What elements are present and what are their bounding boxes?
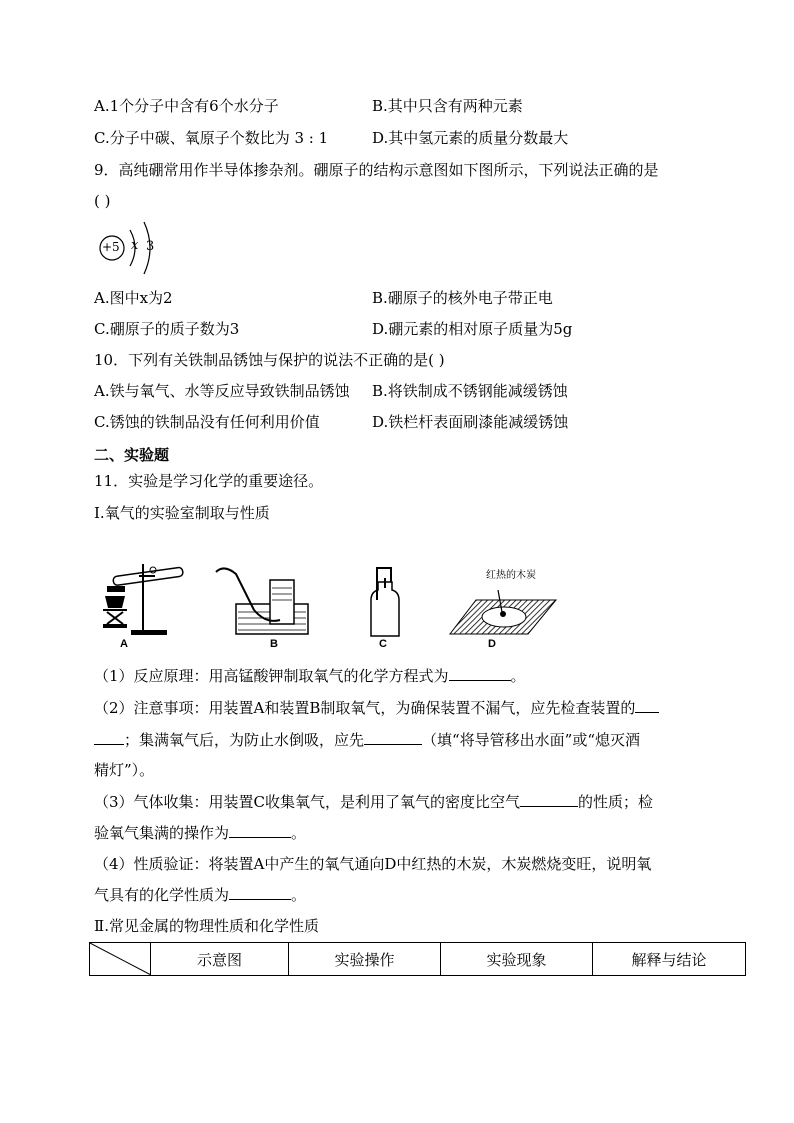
q11-sub4-line1: （4）性质验证：将装置A中产生的氧气通向D中红热的木炭，木炭燃烧变旺，说明氧 xyxy=(94,855,652,873)
answer-blank-2a-cont[interactable] xyxy=(94,730,124,745)
shell2-count: 3 xyxy=(146,239,155,254)
charcoal-label: 红热的木炭 xyxy=(486,570,536,581)
apparatus-label-d: D xyxy=(488,638,496,650)
q11-sub2-mid: ；集满氧气后，为防止水倒吸，应先 xyxy=(124,731,365,749)
q11-sub3-mid: 的性质；检 xyxy=(578,793,654,811)
boron-atom-diagram xyxy=(94,218,164,278)
corner-cell xyxy=(90,943,151,976)
q11-sub1-text: （1）反应原理：用高锰酸钾制取氧气的化学方程式为 xyxy=(94,667,449,685)
q11-sub2-line2 xyxy=(94,730,640,750)
header-phenomenon: 实验现象 xyxy=(441,943,593,976)
q10-option-c: C.锈蚀的铁制品没有任何利用价值 xyxy=(94,413,320,431)
apparatus-d xyxy=(448,560,558,650)
q9-option-d: D.硼元素的相对原子质量为5g xyxy=(372,320,573,338)
q11-sub2-text: （2）注意事项：用装置A和装置B制取氧气，为确保装置不漏气，应先检查装置的 xyxy=(94,699,636,717)
answer-blank-1[interactable] xyxy=(449,666,511,681)
q11-sub3-line2 xyxy=(94,823,306,843)
q11-sub3-line1 xyxy=(94,792,653,812)
apparatus-b xyxy=(214,560,314,650)
answer-blank-3a[interactable] xyxy=(520,792,578,807)
q11-sub1 xyxy=(94,666,526,686)
q10-option-a: A.铁与氧气、水等反应导致铁制品锈蚀 xyxy=(94,382,350,400)
metal-properties-table xyxy=(89,942,746,976)
part1-title: Ⅰ.氧气的实验室制取与性质 xyxy=(94,504,270,522)
q10-option-b: B.将铁制成不锈钢能减缓锈蚀 xyxy=(372,382,568,400)
shell1-count: x xyxy=(131,238,139,253)
q11-sub4-line2 xyxy=(94,885,306,905)
answer-blank-2a[interactable] xyxy=(635,698,659,713)
q9-option-c: C.硼原子的质子数为3 xyxy=(94,320,240,338)
apparatus-a xyxy=(95,560,190,650)
apparatus-label-c: C xyxy=(379,638,387,650)
q11-sub4-end: 。 xyxy=(291,886,307,904)
q11-sub3-end: 。 xyxy=(291,824,307,842)
header-operation: 实验操作 xyxy=(289,943,441,976)
apparatus-label-a: A xyxy=(120,638,128,650)
q11-sub1-end: 。 xyxy=(510,667,526,685)
q8-option-a: A.1个分子中含有6个水分子 xyxy=(94,97,279,115)
q10-option-d: D.铁栏杆表面刷漆能减缓锈蚀 xyxy=(372,413,569,431)
q9-stem: 9．高纯硼常用作半导体掺杂剂。硼原子的结构示意图如下图所示，下列说法正确的是 xyxy=(94,161,659,179)
answer-blank-3b[interactable] xyxy=(229,823,291,838)
table-header-row xyxy=(90,943,746,976)
q10-stem: 10．下列有关铁制品锈蚀与保护的说法不正确的是( ) xyxy=(94,351,445,369)
q11-sub2-line1 xyxy=(94,698,659,718)
nucleus-charge: +5 xyxy=(102,240,120,254)
part2-title: Ⅱ.常见金属的物理性质和化学性质 xyxy=(94,917,319,935)
q9-answer-paren: ( ) xyxy=(94,192,111,210)
q11-sub3-text2: 验氧气集满的操作为 xyxy=(94,824,230,842)
header-diagram: 示意图 xyxy=(151,943,289,976)
q11-sub3-text: （3）气体收集：用装置C收集氧气，是利用了氧气的密度比空气 xyxy=(94,793,521,811)
q9-option-b: B.硼原子的核外电子带正电 xyxy=(372,289,553,307)
q8-option-b: B.其中只含有两种元素 xyxy=(372,97,523,115)
q8-option-d: D.其中氢元素的质量分数最大 xyxy=(372,129,569,147)
answer-blank-2b[interactable] xyxy=(364,730,422,745)
q11-sub2-line3: 精灯”）。 xyxy=(94,761,155,779)
q11-stem: 11．实验是学习化学的重要途径。 xyxy=(94,472,324,490)
header-conclusion: 解释与结论 xyxy=(593,943,746,976)
apparatus-c xyxy=(365,560,405,650)
q8-option-c: C.分子中碳、氧原子个数比为 3 : 1 xyxy=(94,129,329,147)
section-title: 二、实验题 xyxy=(94,446,170,464)
q11-sub4-text: 气具有的化学性质为 xyxy=(94,886,230,904)
apparatus-label-b: B xyxy=(270,638,278,650)
q9-option-a: A.图中x为2 xyxy=(94,289,173,307)
answer-blank-4[interactable] xyxy=(229,885,291,900)
q11-sub2-hint: （填“将导管移出水面”或“熄灭酒 xyxy=(422,731,641,749)
